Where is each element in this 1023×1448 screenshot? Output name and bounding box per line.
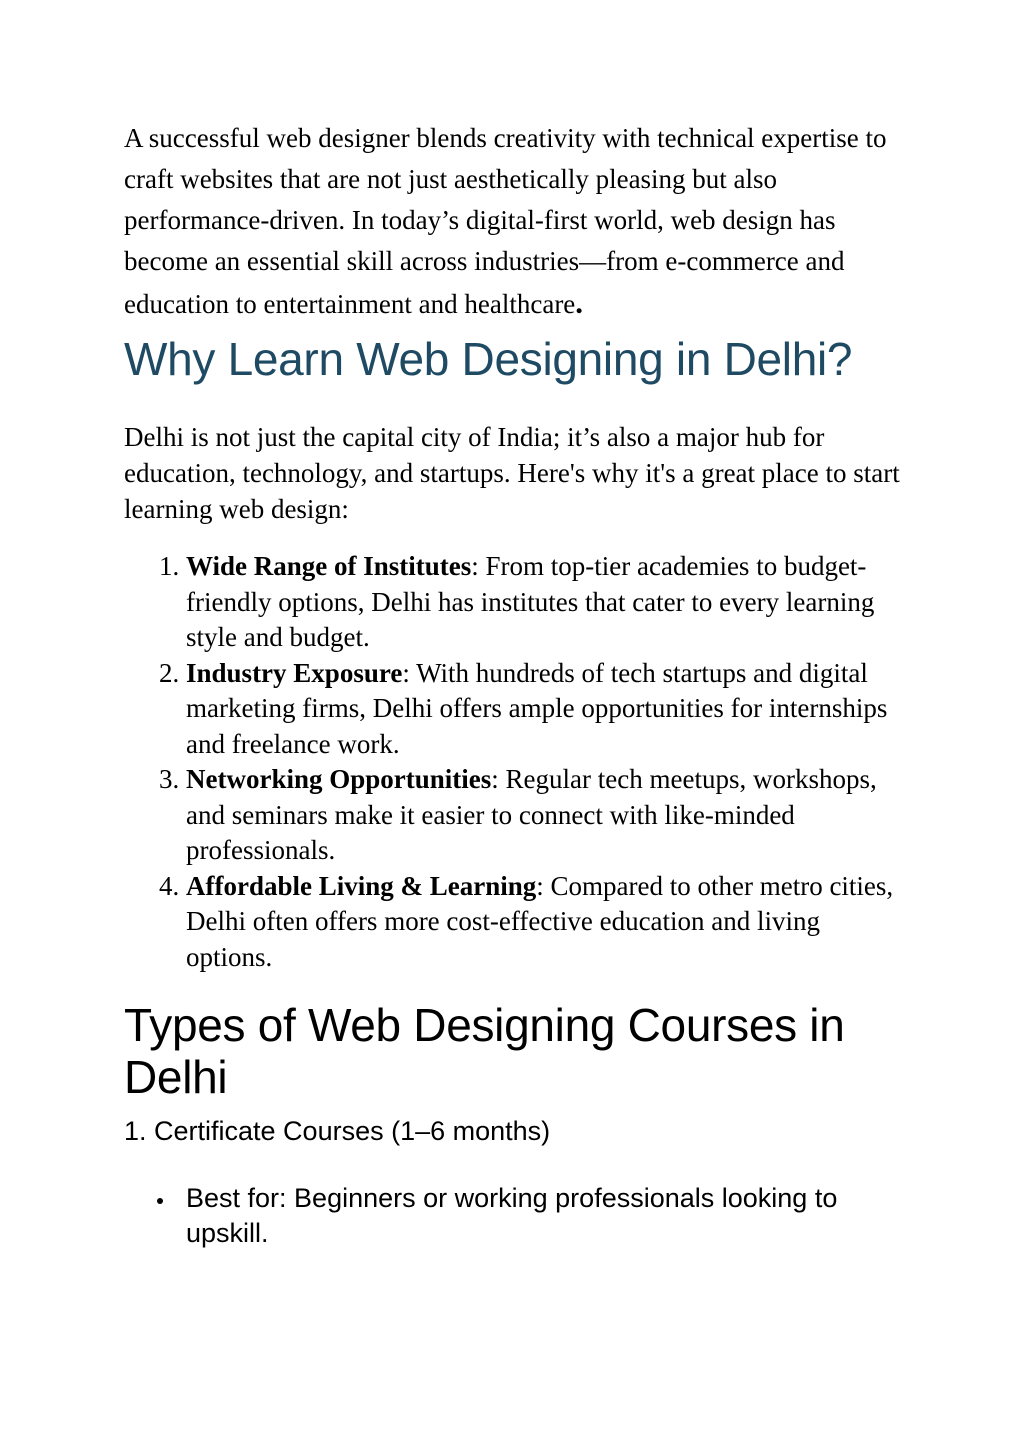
intro-paragraph	[124, 118, 904, 325]
reason-title: Wide Range of Institutes	[186, 551, 472, 581]
document-page	[124, 118, 904, 1251]
reason-text: : With hundreds of tech startups and digital marketing firms, Delhi offers ample opportunities for internships and freelance work.	[186, 657, 888, 759]
reason-text: : Regular tech meetups, workshops, and seminars make it easier to connect with like-minded professionals.	[186, 764, 877, 865]
reason-item-institutes	[186, 549, 904, 656]
reason-text: : Compared to other metro cities, Delhi often offers more cost-effective education and living options.	[186, 870, 894, 972]
certificate-bullets	[124, 1181, 904, 1251]
types-heading: Types of Web Designing Courses in Delhi	[124, 999, 845, 1103]
reason-title: Networking Opportunities	[186, 764, 492, 794]
reason-item-networking	[186, 762, 904, 869]
reason-item-exposure	[186, 656, 904, 763]
intro-text: A successful web designer blends creativity with technical expertise to craft websites that are not just aesthetically pleasing but also performance-driven. In today’s digital-first world, web design has become an essential skill across industries—from e-commerce and education to entertainment and healthcare	[124, 123, 887, 319]
reason-title: Industry Exposure	[186, 657, 403, 688]
bullet-item: Best for: Beginners or working professionals looking to upskill.	[186, 1181, 904, 1251]
why-heading: Why Learn Web Designing in Delhi?	[124, 333, 853, 385]
reason-item-affordable	[186, 869, 904, 976]
why-paragraph: Delhi is not just the capital city of India; it’s also a major hub for education, technology, and startups. Here's why it's a great place to start learning web design:	[124, 422, 900, 524]
reason-title: Affordable Living & Learning	[186, 870, 537, 901]
intro-period: .	[575, 285, 584, 320]
certificate-courses-subheading: 1. Certificate Courses (1–6 months)	[124, 1116, 551, 1146]
reasons-list	[124, 549, 904, 975]
reason-text: : From top-tier academies to budget-friendly options, Delhi has institutes that cater to every learning style and budget.	[186, 551, 875, 652]
